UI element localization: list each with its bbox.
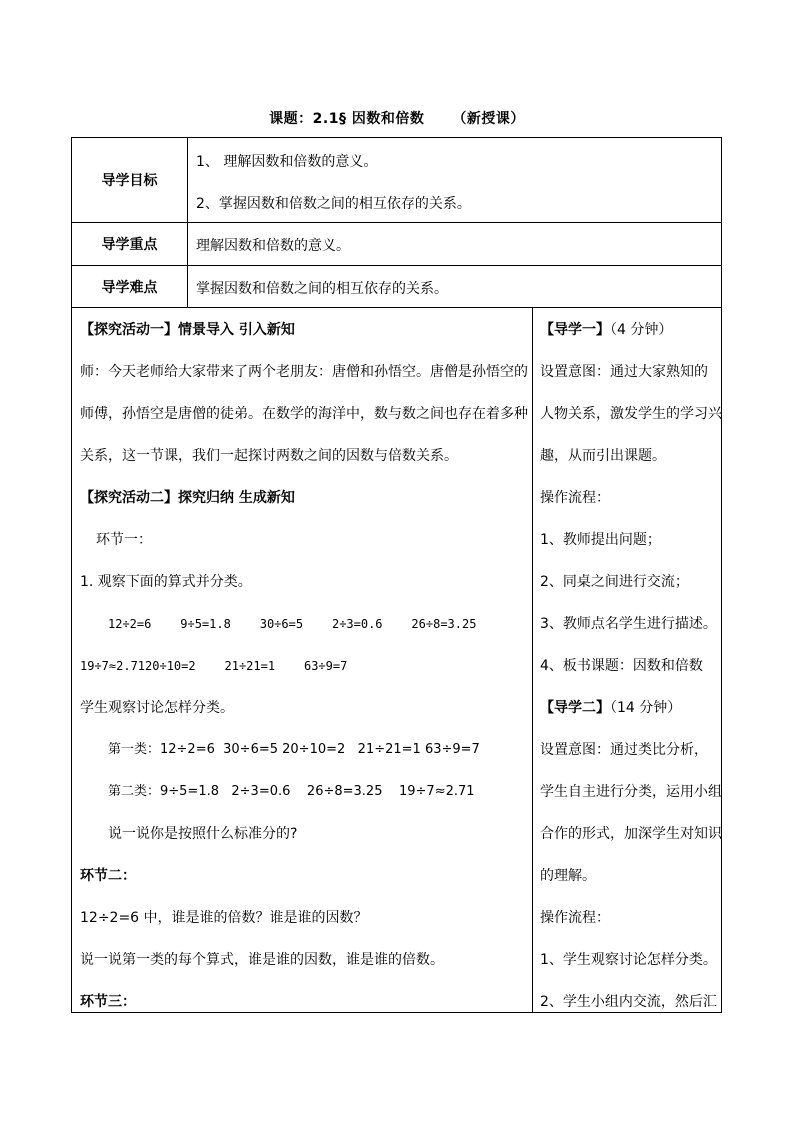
focus-line: 理解因数和倍数的意义。 [196, 238, 350, 254]
class2-line: 第二类：9÷5=1.8 2÷3=0.6 26÷8=3.25 19÷7≈2.71 [108, 784, 475, 799]
difficulty-row [72, 266, 721, 308]
lesson-plan-table [71, 137, 722, 1013]
guide2-heading: 【导学二】 [540, 700, 610, 716]
intent1-line-3: 趣，从而引出课题。 [540, 448, 666, 464]
task3: 说一说第一类的每个算式，谁是谁的因数，谁是谁的倍数。 [80, 952, 444, 968]
intro-line-1: 师：今天老师给大家带来了两个老朋友：唐僧和孙悟空。唐僧是孙悟空的 [80, 364, 528, 380]
activity2-heading-line [80, 488, 295, 508]
difficulty-content [196, 266, 715, 307]
formulas-line-2: 19÷7≈2.7120÷10=2 21÷21=1 63÷9=7 [80, 659, 348, 673]
intent2-line-1: 设置意图：通过类比分析， [540, 742, 708, 758]
activity1-heading: 【探究活动一】 [80, 322, 178, 338]
guide1-time: （4 分钟） [610, 322, 673, 338]
intent1-line-2: 人物关系，激发学生的学习兴 [540, 406, 722, 422]
focus-content [196, 223, 715, 265]
section3-label: 环节三： [80, 994, 136, 1010]
flow1-item-3: 3、教师点名学生进行描述。 [540, 616, 717, 632]
guide2-time: （14 分钟） [610, 700, 682, 716]
task1: 1. 观察下面的算式并分类。 [80, 574, 252, 590]
guide2-heading-line [540, 698, 681, 718]
column-divider [532, 308, 533, 1012]
goal-line-2: 2、掌握因数和倍数之间的相互依存的关系。 [196, 196, 471, 212]
goal-content [196, 138, 715, 222]
activity2-heading: 【探究活动二】 [80, 490, 178, 506]
question-line: 说一说你是按照什么标准分的? [108, 826, 298, 842]
intent2-line-3: 合作的形式，加深学生对知识 [540, 826, 722, 842]
intent1-line-1: 设置意图：通过大家熟知的 [540, 364, 708, 380]
goal-label: 导学目标 [72, 138, 188, 222]
formulas-line-1: 12÷2=6 9÷5=1.8 30÷6=5 2÷3=0.6 26÷8=3.25 [108, 617, 477, 631]
flow2-item-2: 2、学生小组内交流，然后汇 [540, 994, 717, 1010]
intro-line-3: 关系，这一节课，我们一起探讨两数之间的因数与倍数关系。 [80, 448, 458, 464]
flow1-item-2: 2、同桌之间进行交流； [540, 574, 689, 590]
goal-row [72, 138, 721, 223]
section1-label: 环节一： [96, 532, 152, 548]
focus-label: 导学重点 [72, 223, 188, 265]
page-title [0, 108, 794, 128]
guide1-heading-line [540, 320, 672, 340]
title-sub: （新授课） [452, 111, 525, 127]
goal-line-1: 1、 理解因数和倍数的意义。 [196, 154, 378, 170]
intro-line-2: 师傅，孙悟空是唐僧的徒弟。在数学的海洋中，数与数之间也存在着多种 [80, 406, 528, 422]
flow1-label: 操作流程： [540, 490, 610, 506]
activity1-title: 情景导入 引入新知 [178, 322, 295, 338]
flow2-item-1: 1、学生观察讨论怎样分类。 [540, 952, 717, 968]
flow1-item-4: 4、板书课题：因数和倍数 [540, 658, 703, 674]
intent2-line-2: 学生自主进行分类，运用小组 [540, 784, 722, 800]
task2: 12÷2=6 中，谁是谁的倍数？谁是谁的因数？ [80, 910, 368, 926]
intent2-line-4: 的理解。 [540, 868, 596, 884]
activity2-title: 探究归纳 生成新知 [178, 490, 295, 506]
section2-label: 环节二： [80, 868, 136, 884]
title-main: 课题：2.1§ 因数和倍数 [269, 111, 425, 127]
flow1-item-1: 1、教师提出问题； [540, 532, 661, 548]
difficulty-line: 掌握因数和倍数之间的相互依存的关系。 [196, 281, 448, 297]
guide1-heading: 【导学一】 [540, 322, 610, 338]
class1-line: 第一类：12÷2=6 30÷6=5 20÷10=2 21÷21=1 63÷9=7 [108, 742, 480, 757]
activity1-heading-line [80, 320, 295, 340]
difficulty-label: 导学难点 [72, 266, 188, 307]
discuss-line: 学生观察讨论怎样分类。 [80, 700, 234, 716]
flow2-label: 操作流程： [540, 910, 610, 926]
focus-row [72, 223, 721, 266]
